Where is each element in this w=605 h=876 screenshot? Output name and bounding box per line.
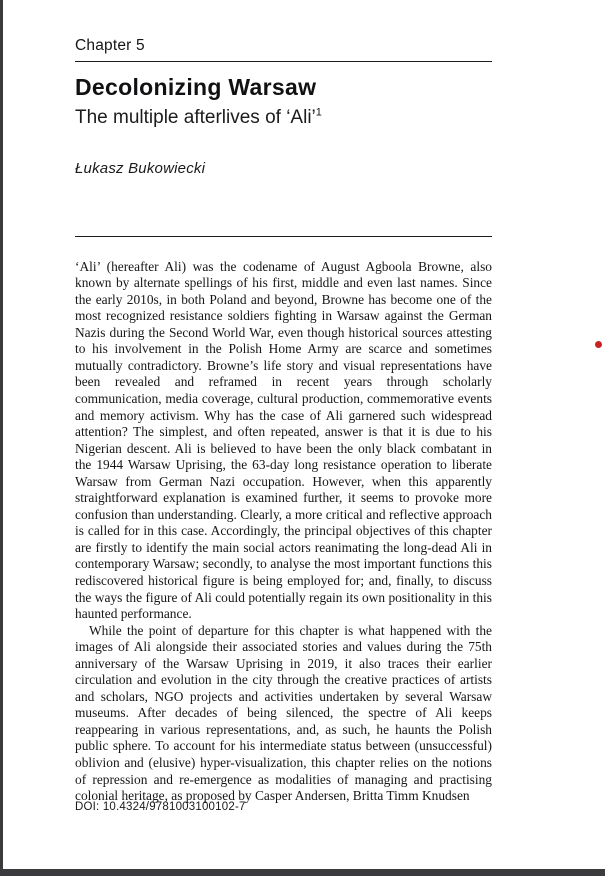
paragraph-1: ‘Ali’ (hereafter Ali) was the codename of August Agboola Browne, also known by alternate spellings of his first, middle and even last names. Since the early 2010s, in both Poland and beyond, Browne has become one of the most recognized resistance soldiers fighting in Warsaw against the German Nazis during the Second World War, even though historical sources attesting to his involvement in the Polish Home Army are scarce and sometimes mutually contradictory. Browne’s life story and visual representations have been revealed and reframed in recent years through scholarly communication, media coverage, cultural production, commemorative events and memory activism. Why has the case of Ali garnered such widespread attention? The simplest, and often repeated, answer is that it is due to his Nigerian descent. Ali is believed to have been the only black combatant in the 1944 Warsaw Uprising, the 63-day long resistance operation to liberate Warsaw from German Nazi occupation. However, when this apparently straightforward explanation is examined further, it seems to provoke more confusion than understanding. Clearly, a more critical and reflective approach is called for in this case. Accordingly, the principal objectives of this chapter are firstly to identify the main social actors reanimating the long-dead Ali in contemporary Warsaw; secondly, to analyse the most important functions this rediscovered historical figure is being employed for; and, finally, to discuss the ways the figure of Ali could potentially regain its own positionality in this haunted performance. [75,258,492,622]
page-content [75,0,492,805]
chapter-rule [75,61,492,62]
page-subtitle-text: The multiple afterlives of ‘Ali’ [75,106,316,128]
red-annotation-dot-icon[interactable] [595,341,602,348]
chapter-body [75,259,492,805]
footnote-marker[interactable]: 1 [315,106,322,119]
page-title: Decolonizing Warsaw [75,74,317,101]
author-name: Łukasz Bukowiecki [75,159,206,177]
page-subtitle [75,107,492,130]
header-rule [75,236,492,237]
chapter-label: Chapter 5 [75,37,145,54]
doi-line: DOI: 10.4324/9781003100102-7 [75,801,246,813]
viewer-edge-left [0,0,3,876]
paragraph-2: While the point of departure for this chapter is what happened with the images of Ali alongside their associated stories and values during the 75th anniversary of the Warsaw Uprising in 2019, it also traces their earlier circulation and evolution in the city through the creative practices of artists and scholars, NGO projects and activities undertaken by several Warsaw museums. After decades of being silenced, the spectre of Ali keeps reappearing in various representations, and, as such, he haunts the Polish public sphere. To account for his intermediate status between (unsuccessful) oblivion and (elusive) hyper-visualization, this chapter relies on the notions of repression and re-emergence as modalities of managing and practising colonial heritage, as proposed by Casper Andersen, Britta Timm Knudsen [75,622,492,804]
viewer-edge-bottom [0,869,605,876]
